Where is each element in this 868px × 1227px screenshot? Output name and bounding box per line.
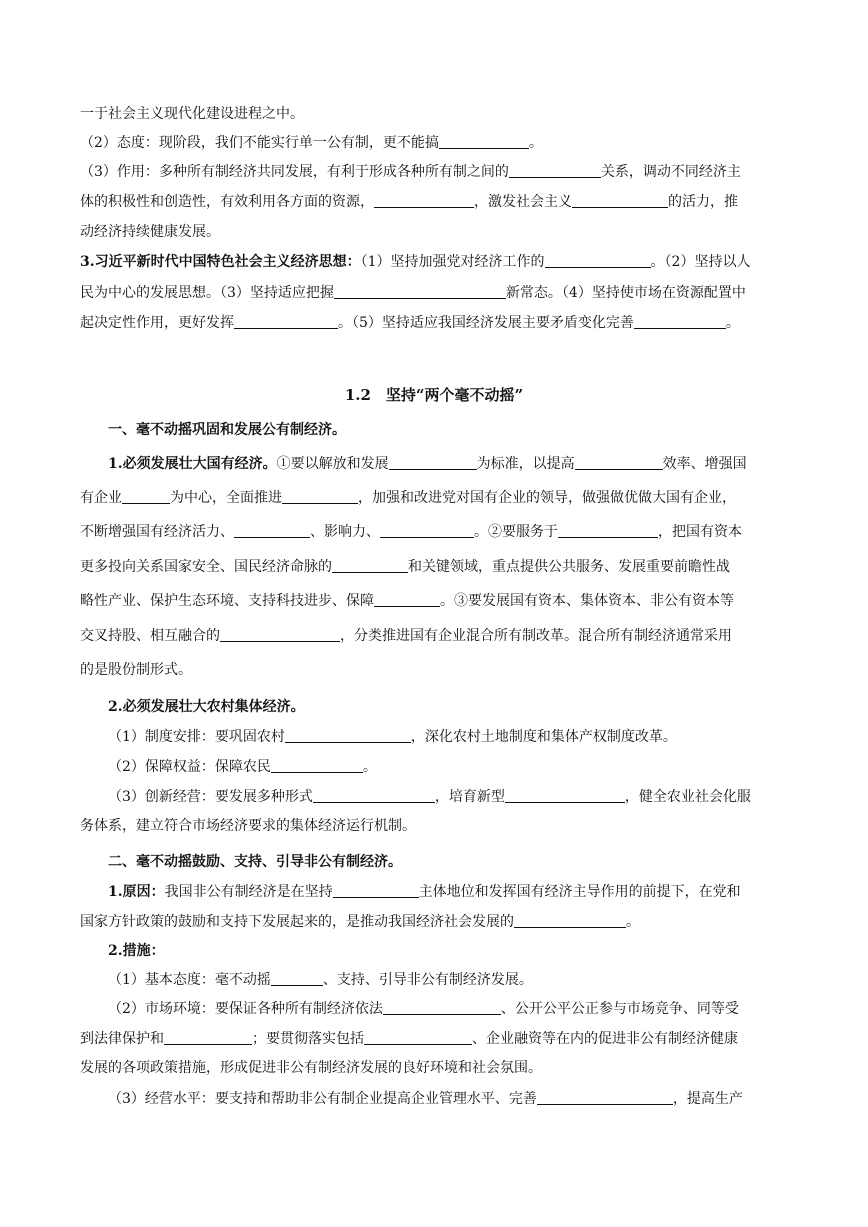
fill-blank[interactable] <box>389 455 477 470</box>
text-line: 交叉持股、相互融合的 ，分类推进国有企业混合所有制改革。混合所有制经济通常采用 <box>80 628 732 644</box>
fill-blank[interactable] <box>572 193 668 208</box>
text-line: 的是股份制形式。 <box>80 662 192 678</box>
text-line: 国家方针政策的鼓励和支持下发展起来的，是推动我国经济社会发展的 。 <box>80 914 640 930</box>
fill-blank[interactable] <box>234 523 310 538</box>
text-line: （3）创新经营：要发展多种形式 ，培育新型 ，健全农业社会化服 <box>108 789 751 805</box>
text-line: （3）经营水平：要支持和帮助非公有制企业提高企业管理水平、完善 ，提高生产 <box>108 1091 743 1107</box>
text-line: 有企业 为中心，全面推进 ，加强和改进党对国有企业的领导，做强做优做大国有企业， <box>80 490 736 506</box>
text-line: 到法律保护和 ；要贯彻落实包括 、企业融资等在内的促进非公有制经济健康 <box>80 1031 738 1047</box>
heading: 一、毫不动摇巩固和发展公有制经济。 <box>108 422 346 438</box>
fill-blank[interactable] <box>537 1090 673 1105</box>
fill-blank[interactable] <box>334 284 506 299</box>
fill-blank[interactable] <box>234 314 338 329</box>
fill-blank[interactable] <box>122 489 170 504</box>
fill-blank[interactable] <box>271 971 323 986</box>
text-line: 体的积极性和创造性，有效利用各方面的资源， ，激发社会主义 的活力，推 <box>80 194 738 210</box>
fill-blank[interactable] <box>282 489 358 504</box>
fill-blank[interactable] <box>332 558 408 573</box>
fill-blank[interactable] <box>313 788 435 803</box>
text-line: 不断增强国有经济活力、 、影响力、 。②要服务于 ，把国有资本 <box>80 524 742 540</box>
text-line: （2）态度：现阶段，我们不能实行单一公有制，更不能搞 。 <box>80 135 543 151</box>
text-line: 略性产业、保护生态环境、支持科技进步、保障 。③要发展国有资本、集体资本、非公有资本等 <box>80 593 734 609</box>
fill-blank[interactable] <box>364 1030 472 1045</box>
text-line: 动经济持续健康发展。 <box>80 224 220 240</box>
fill-blank[interactable] <box>374 193 474 208</box>
text-line: 务体系，建立符合市场经济要求的集体经济运行机制。 <box>80 818 416 834</box>
text-line: （2）保障权益：保障农民 。 <box>108 759 377 775</box>
fill-blank[interactable] <box>164 1030 252 1045</box>
fill-blank[interactable] <box>509 163 601 178</box>
text-line: （2）市场环境：要保证各种所有制经济依法 、公开公平公正参与市场竞争、同等受 <box>108 1001 739 1017</box>
heading: 2.措施： <box>108 943 165 959</box>
text-line: （1）制度安排：要巩固农村 ，深化农村土地制度和集体产权制度改革。 <box>108 729 677 745</box>
fill-blank[interactable] <box>220 627 340 642</box>
text-line: 一于社会主义现代化建设进程之中。 <box>80 106 304 122</box>
text-line: （1）基本态度：毫不动摇 、支持、引导非公有制经济发展。 <box>108 972 533 988</box>
section-title: 1.2 坚持“两个毫不动摇” <box>344 386 524 404</box>
text-line: 发展的各项政策措施，形成促进非公有制经济发展的良好环境和社会氛围。 <box>80 1060 542 1076</box>
text-line: 1.必须发展壮大国有经济。①要以解放和发展 为标准，以提高 效率、增强国 <box>108 456 747 472</box>
fill-blank[interactable] <box>505 788 625 803</box>
fill-blank[interactable] <box>271 758 363 773</box>
fill-blank[interactable] <box>383 1000 501 1015</box>
text-line: 起决定性作用，更好发挥 。（5）坚持适应我国经济发展主要矛盾变化完善 。 <box>80 315 740 331</box>
text-line: 3.习近平新时代中国特色社会主义经济思想：（1）坚持加强党对经济工作的 。（2）坚持以人 <box>80 254 751 270</box>
fill-blank[interactable] <box>575 455 663 470</box>
fill-blank[interactable] <box>514 913 626 928</box>
fill-blank[interactable] <box>558 523 658 538</box>
fill-blank[interactable] <box>285 728 411 743</box>
fill-blank[interactable] <box>380 523 474 538</box>
fill-blank[interactable] <box>439 134 529 149</box>
fill-blank[interactable] <box>374 592 440 607</box>
text-line: （3）作用：多种所有制经济共同发展，有利于形成各种所有制之间的 关系，调动不同经济主 <box>80 164 741 180</box>
fill-blank[interactable] <box>634 314 726 329</box>
text-line: 更多投向关系国家安全、国民经济命脉的 和关键领域，重点提供公共服务、发展重要前瞻性战 <box>80 559 730 575</box>
fill-blank[interactable] <box>333 883 419 898</box>
fill-blank[interactable] <box>545 253 651 268</box>
text-line: 民为中心的发展思想。（3）坚持适应把握 新常态。（4）坚持使市场在资源配置中 <box>80 285 746 301</box>
heading: 2.必须发展壮大农村集体经济。 <box>108 699 305 715</box>
heading: 二、毫不动摇鼓励、支持、引导非公有制经济。 <box>108 854 402 870</box>
text-line: 1.原因：我国非公有制经济是在坚持 主体地位和发挥国有经济主导作用的前提下，在党和 <box>108 884 741 900</box>
